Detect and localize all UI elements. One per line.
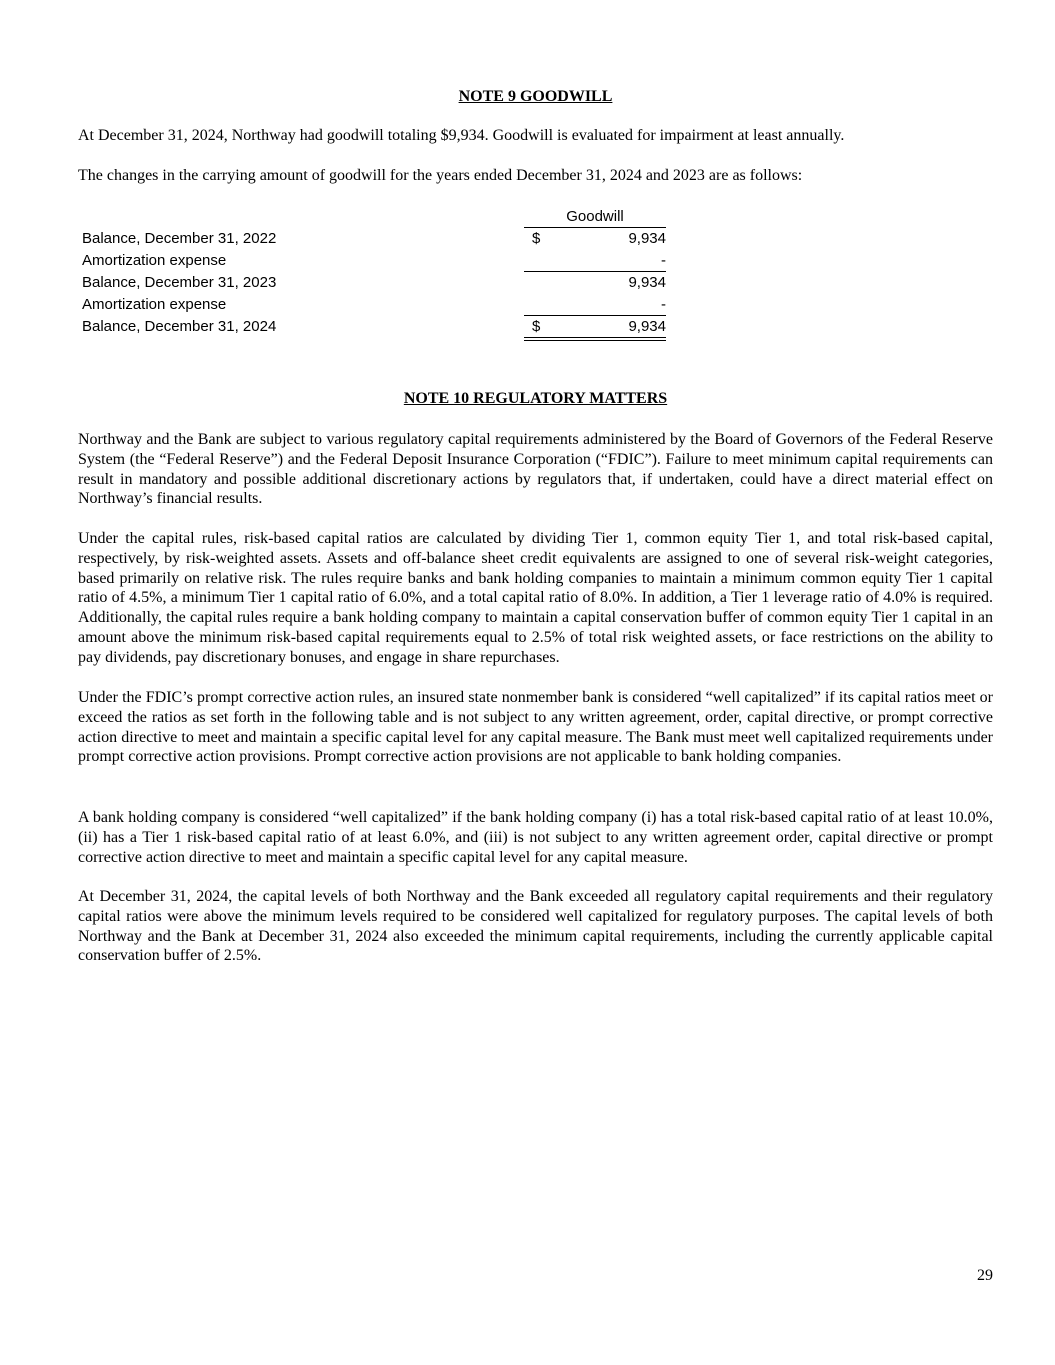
currency-symbol: $ — [532, 230, 541, 247]
table-row — [82, 250, 672, 272]
total-double-rule — [524, 340, 666, 341]
note-10-paragraph-4: A bank holding company is considered “well capitalized” if the bank holding company (i) has a total risk-based capital ratio of at least 10.0%, (ii) has a Tier 1 risk-based capital ratio of at least 6.0%, and (iii) is not subject to any written agreement order, capital directive or prompt corrective action directive to meet and maintain a specific capital level for any capital measure. — [78, 809, 993, 866]
goodwill-column-header: Goodwill — [524, 206, 666, 228]
table-row — [82, 228, 672, 250]
row-label: Balance, December 31, 2023 — [82, 274, 277, 291]
currency-symbol: $ — [532, 318, 541, 335]
row-value: - — [661, 252, 666, 269]
row-value: 9,934 — [628, 274, 666, 291]
note-10-paragraph-5: At December 31, 2024, the capital levels of both Northway and the Bank exceeded all regulatory capital requirements and their regulatory capital ratios were above the minimum levels required to be considered well capitalized for regulatory purposes. The capital levels of both Northway and the Bank at December 31, 2024 also exceeded the minimum capital requirements, including the currently applicable capital conservation buffer of 2.5%. — [78, 888, 993, 965]
table-row — [82, 316, 672, 338]
total-double-rule — [524, 337, 666, 338]
page-number: 29 — [977, 1267, 993, 1284]
row-label: Balance, December 31, 2024 — [82, 318, 277, 335]
note-9-paragraph-2: The changes in the carrying amount of goodwill for the years ended December 31, 2024 and 2023 are as follows: — [78, 167, 803, 184]
note-10-title: NOTE 10 REGULATORY MATTERS — [403, 390, 668, 407]
note-10-paragraph-3: Under the FDIC’s prompt corrective action rules, an insured state nonmember bank is considered “well capitalized” if its capital ratios meet or exceed the ratios as set forth in the following table and is not subject to any written agreement, order, capital directive, or prompt corrective action directive to meet and maintain a specific capital level for any capital measure. The Bank must meet well capitalized requirements under prompt corrective action provisions. Prompt corrective action provisions are not applicable to bank holding companies. — [78, 689, 993, 766]
row-value: 9,934 — [628, 318, 666, 335]
row-value: - — [661, 296, 666, 313]
table-row — [82, 294, 672, 316]
note-9-paragraph-1: At December 31, 2024, Northway had goodwill totaling $9,934. Goodwill is evaluated for impairment at least annually. — [78, 127, 845, 144]
row-label: Balance, December 31, 2022 — [82, 230, 277, 247]
note-10-paragraph-1: Northway and the Bank are subject to various regulatory capital requirements administered by the Board of Governors of the Federal Reserve System (the “Federal Reserve”) and the Federal Deposit Insurance Corporation (“FDIC”). Failure to meet minimum capital requirements can result in mandatory and possible additional discretionary actions by regulators that, if undertaken, could have a direct material effect on Northway’s financial results. — [78, 431, 993, 508]
row-label: Amortization expense — [82, 252, 227, 269]
note-9-title: NOTE 9 GOODWILL — [458, 88, 613, 105]
row-value: 9,934 — [628, 230, 666, 247]
row-label: Amortization expense — [82, 296, 227, 313]
note-10-paragraph-2: Under the capital rules, risk-based capital ratios are calculated by dividing Tier 1, common equity Tier 1, and total risk-based capital, respectively, by risk-weighted assets. Assets and off-balance sheet credit equivalents are assigned to one of several risk-weight categories, based primarily on relative risk. The rules require banks and bank holding companies to maintain a minimum common equity Tier 1 capital ratio of 4.5%, a minimum Tier 1 capital ratio of 6.0%, and a total capital ratio of 8.0%. In addition, a Tier 1 leverage ratio of 4.0% is required. Additionally, the capital rules require a bank holding company to maintain a capital conservation buffer of common equity Tier 1 capital in an amount above the minimum risk-based capital requirements equal to 2.5% of total risk weighted assets, or face restrictions on the ability to pay dividends, pay discretionary bonuses, and engage in share repurchases. — [78, 530, 993, 666]
table-row — [82, 272, 672, 294]
